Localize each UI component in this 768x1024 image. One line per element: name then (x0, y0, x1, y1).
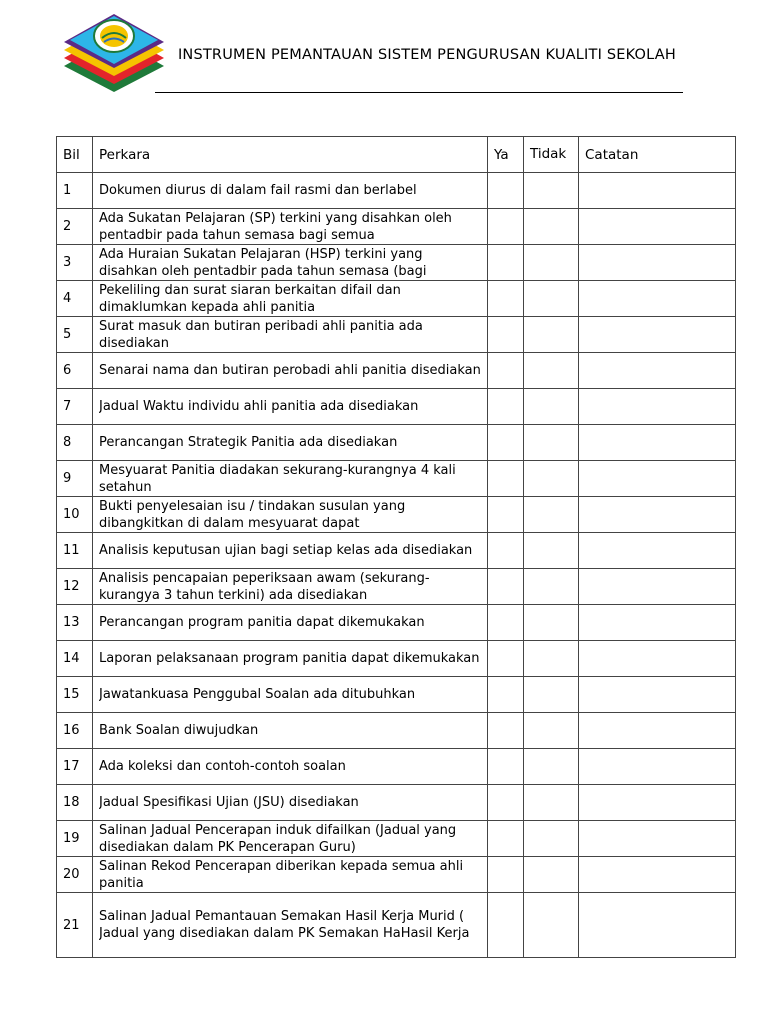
row-number: 2 (57, 209, 93, 245)
row-number: 5 (57, 317, 93, 353)
row-number: 17 (57, 749, 93, 785)
column-header-perkara: Perkara (93, 137, 488, 173)
row-number: 1 (57, 173, 93, 209)
ya-cell[interactable] (488, 785, 524, 821)
checklist-table (56, 136, 736, 958)
row-item: Ada koleksi dan contoh-contoh soalan (93, 749, 488, 785)
column-header-ya: Ya (488, 137, 524, 173)
row-number: 14 (57, 641, 93, 677)
row-number: 20 (57, 857, 93, 893)
row-number: 16 (57, 713, 93, 749)
ya-cell[interactable] (488, 857, 524, 893)
catatan-cell[interactable] (579, 605, 736, 641)
ya-cell[interactable] (488, 173, 524, 209)
tidak-cell[interactable] (524, 533, 579, 569)
ya-cell[interactable] (488, 281, 524, 317)
ya-cell[interactable] (488, 533, 524, 569)
table-row (57, 281, 736, 317)
catatan-cell[interactable] (579, 785, 736, 821)
row-number: 9 (57, 461, 93, 497)
catatan-cell[interactable] (579, 821, 736, 857)
tidak-cell[interactable] (524, 389, 579, 425)
ya-cell[interactable] (488, 389, 524, 425)
tidak-cell[interactable] (524, 209, 579, 245)
catatan-cell[interactable] (579, 425, 736, 461)
ya-cell[interactable] (488, 821, 524, 857)
row-number: 18 (57, 785, 93, 821)
catatan-cell[interactable] (579, 245, 736, 281)
catatan-cell[interactable] (579, 353, 736, 389)
column-header-catatan: Catatan (579, 137, 736, 173)
row-item: Pekeliling dan surat siaran berkaitan difail dan dimaklumkan kepada ahli panitia (93, 281, 488, 317)
catatan-cell[interactable] (579, 209, 736, 245)
tidak-cell[interactable] (524, 713, 579, 749)
table-row (57, 245, 736, 281)
row-item: Salinan Jadual Pemantauan Semakan Hasil Kerja Murid ( Jadual yang disediakan dalam PK Semakan HaHasil Kerja (93, 893, 488, 958)
row-item: Perancangan Strategik Panitia ada disediakan (93, 425, 488, 461)
document-title: INSTRUMEN PEMANTAUAN SISTEM PENGURUSAN KUALITI SEKOLAH (177, 47, 676, 63)
catatan-cell[interactable] (579, 533, 736, 569)
tidak-cell[interactable] (524, 641, 579, 677)
tidak-cell[interactable] (524, 425, 579, 461)
row-item: Jadual Spesifikasi Ujian (JSU) disediakan (93, 785, 488, 821)
row-number: 13 (57, 605, 93, 641)
table-row (57, 677, 736, 713)
table-row (57, 209, 736, 245)
row-item: Ada Sukatan Pelajaran (SP) terkini yang disahkan oleh pentadbir pada tahun semasa bagi semua (93, 209, 488, 245)
tidak-cell[interactable] (524, 677, 579, 713)
row-number: 10 (57, 497, 93, 533)
row-item: Analisis pencapaian peperiksaan awam (sekurang-kurangya 3 tahun terkini) ada disediakan (93, 569, 488, 605)
row-item: Salinan Jadual Pencerapan induk difailkan (Jadual yang disediakan dalam PK Pencerapan Guru) (93, 821, 488, 857)
row-number: 8 (57, 425, 93, 461)
row-item: Analisis keputusan ujian bagi setiap kelas ada disediakan (93, 533, 488, 569)
catatan-cell[interactable] (579, 173, 736, 209)
table-row (57, 533, 736, 569)
tidak-cell[interactable] (524, 353, 579, 389)
catatan-cell[interactable] (579, 497, 736, 533)
ya-cell[interactable] (488, 209, 524, 245)
tidak-cell[interactable] (524, 569, 579, 605)
catatan-cell[interactable] (579, 389, 736, 425)
tidak-cell[interactable] (524, 317, 579, 353)
tidak-cell[interactable] (524, 173, 579, 209)
tidak-cell[interactable] (524, 605, 579, 641)
ya-cell[interactable] (488, 677, 524, 713)
row-number: 7 (57, 389, 93, 425)
table-row (57, 461, 736, 497)
catatan-cell[interactable] (579, 749, 736, 785)
column-header-bil: Bil (57, 137, 93, 173)
ya-cell[interactable] (488, 317, 524, 353)
ya-cell[interactable] (488, 569, 524, 605)
school-logo (60, 8, 166, 96)
catatan-cell[interactable] (579, 281, 736, 317)
catatan-cell[interactable] (579, 569, 736, 605)
tidak-cell[interactable] (524, 785, 579, 821)
catatan-cell[interactable] (579, 461, 736, 497)
ya-cell[interactable] (488, 641, 524, 677)
table-row (57, 389, 736, 425)
row-item: Jawatankuasa Penggubal Soalan ada ditubuhkan (93, 677, 488, 713)
tidak-cell[interactable] (524, 893, 579, 958)
table-row (57, 497, 736, 533)
row-item: Bukti penyelesaian isu / tindakan susulan yang dibangkitkan di dalam mesyuarat dapat (93, 497, 488, 533)
row-item: Bank Soalan diwujudkan (93, 713, 488, 749)
table-row (57, 893, 736, 958)
ya-cell[interactable] (488, 713, 524, 749)
tidak-cell[interactable] (524, 821, 579, 857)
row-number: 6 (57, 353, 93, 389)
row-item: Senarai nama dan butiran perobadi ahli panitia disediakan (93, 353, 488, 389)
table-row (57, 641, 736, 677)
table-row (57, 425, 736, 461)
ya-cell[interactable] (488, 353, 524, 389)
row-number: 15 (57, 677, 93, 713)
table-row (57, 821, 736, 857)
catatan-cell[interactable] (579, 893, 736, 958)
row-item: Surat masuk dan butiran peribadi ahli panitia ada disediakan (93, 317, 488, 353)
catatan-cell[interactable] (579, 677, 736, 713)
row-number: 4 (57, 281, 93, 317)
tidak-cell[interactable] (524, 245, 579, 281)
row-number: 3 (57, 245, 93, 281)
row-item: Dokumen diurus di dalam fail rasmi dan berlabel (93, 173, 488, 209)
tidak-cell[interactable] (524, 461, 579, 497)
row-number: 11 (57, 533, 93, 569)
ya-cell[interactable] (488, 497, 524, 533)
tidak-cell[interactable] (524, 497, 579, 533)
row-item: Mesyuarat Panitia diadakan sekurang-kurangnya 4 kali setahun (93, 461, 488, 497)
column-header-tidak: Tidak (524, 137, 579, 173)
row-item: Jadual Waktu individu ahli panitia ada disediakan (93, 389, 488, 425)
title-underline (155, 92, 683, 93)
ya-cell[interactable] (488, 605, 524, 641)
row-item: Salinan Rekod Pencerapan diberikan kepada semua ahli panitia (93, 857, 488, 893)
table-row (57, 785, 736, 821)
table-row (57, 749, 736, 785)
row-item: Perancangan program panitia dapat dikemukakan (93, 605, 488, 641)
ya-cell[interactable] (488, 425, 524, 461)
table-row (57, 605, 736, 641)
row-number: 19 (57, 821, 93, 857)
tidak-cell[interactable] (524, 281, 579, 317)
table-row (57, 173, 736, 209)
catatan-cell[interactable] (579, 317, 736, 353)
row-number: 12 (57, 569, 93, 605)
table-row (57, 857, 736, 893)
catatan-cell[interactable] (579, 641, 736, 677)
table-row (57, 353, 736, 389)
ya-cell[interactable] (488, 461, 524, 497)
tidak-cell[interactable] (524, 749, 579, 785)
catatan-cell[interactable] (579, 713, 736, 749)
ya-cell[interactable] (488, 893, 524, 958)
table-row (57, 317, 736, 353)
row-item: Laporan pelaksanaan program panitia dapat dikemukakan (93, 641, 488, 677)
table-row (57, 713, 736, 749)
row-item: Ada Huraian Sukatan Pelajaran (HSP) terkini yang disahkan oleh pentadbir pada tahun semasa (bagi (93, 245, 488, 281)
ya-cell[interactable] (488, 749, 524, 785)
header-row (57, 137, 736, 173)
catatan-cell[interactable] (579, 857, 736, 893)
table-row (57, 569, 736, 605)
row-number: 21 (57, 893, 93, 958)
tidak-cell[interactable] (524, 857, 579, 893)
ya-cell[interactable] (488, 245, 524, 281)
